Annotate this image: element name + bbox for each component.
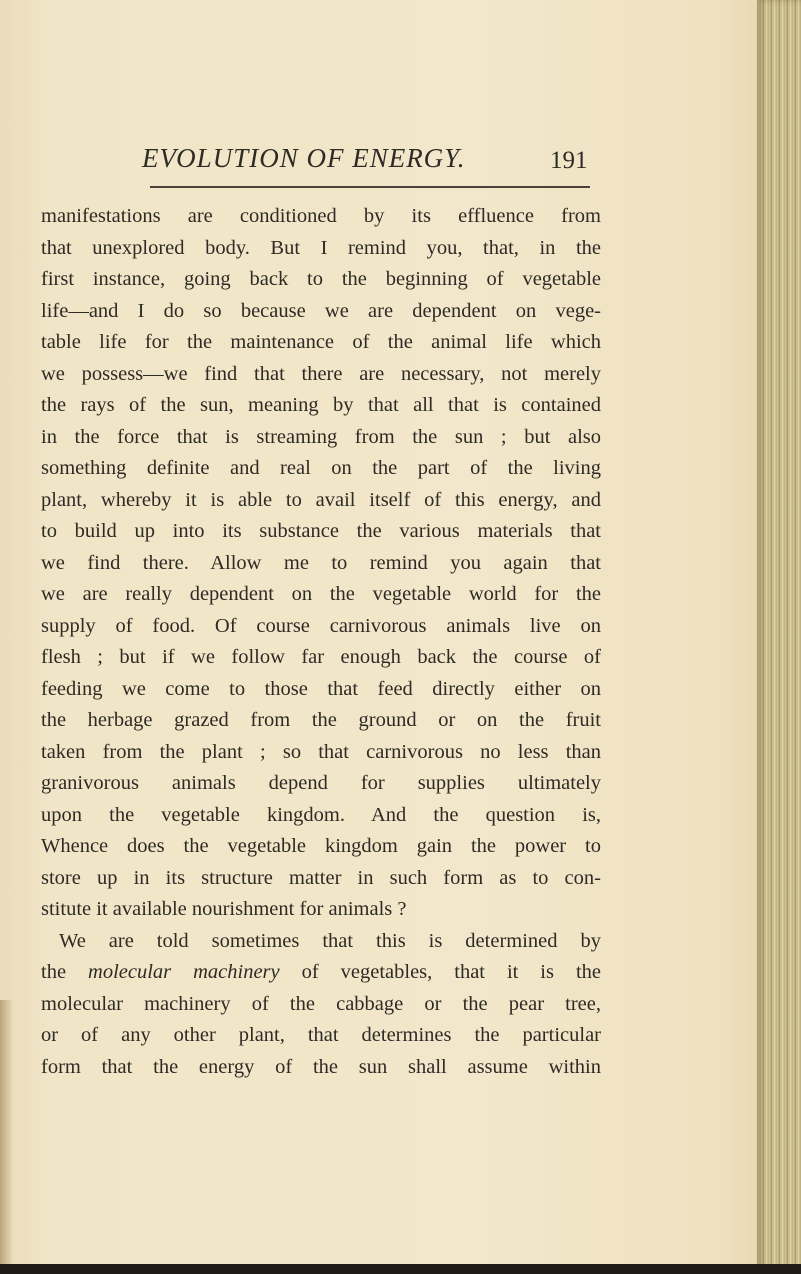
text-line: taken from the plant ; so that carnivorous no less than xyxy=(41,740,601,763)
text-line-paragraph-end: stitute it available nourishment for animals ? xyxy=(41,898,407,920)
text-line-with-italic: the molecular machinery of vegetables, that it is the xyxy=(41,961,601,983)
text-line: upon the vegetable kingdom. And the question is, xyxy=(41,803,601,826)
text-line: the rays of the sun, meaning by that all that is contained xyxy=(41,394,601,416)
page-header xyxy=(140,143,600,183)
running-title: EVOLUTION OF ENERGY. xyxy=(142,143,466,173)
text-line: that unexplored body. But I remind you, that, in the xyxy=(41,236,601,259)
text-line: or of any other plant, that determines the particular xyxy=(41,1024,601,1046)
text-line: form that the energy of the sun shall assume within xyxy=(41,1055,601,1078)
text-line: molecular machinery of the cabbage or the pear tree, xyxy=(41,992,601,1015)
text-line: plant, whereby it is able to avail itself of this energy, and xyxy=(41,488,601,511)
header-rule xyxy=(150,186,590,188)
text-line: feeding we come to those that feed directly either on xyxy=(41,677,601,700)
left-binding-shadow xyxy=(0,1000,12,1274)
text-line: manifestations are conditioned by its effluence from xyxy=(41,205,601,227)
text-line: granivorous animals depend for supplies ultimately xyxy=(41,772,601,794)
text-line: flesh ; but if we follow far enough back the course of xyxy=(41,646,601,668)
text-line: we find there. Allow me to remind you again that xyxy=(41,551,601,574)
text-line: supply of food. Of course carnivorous animals live on xyxy=(41,614,601,637)
page-edge-stack xyxy=(757,0,801,1274)
text-line: first instance, going back to the beginning of vegetable xyxy=(41,268,601,290)
text-line: the herbage grazed from the ground or on the fruit xyxy=(41,709,601,731)
text-line: table life for the maintenance of the animal life which xyxy=(41,331,601,353)
page-number: 191 xyxy=(550,147,588,174)
text-line: Whence does the vegetable kingdom gain the power to xyxy=(41,835,601,857)
body-text xyxy=(41,201,601,1083)
text-line: we possess—we find that there are necessary, not merely xyxy=(41,362,601,385)
text-line: something definite and real on the part of the living xyxy=(41,457,601,479)
text-line-paragraph-start: We are told sometimes that this is determined by xyxy=(59,929,601,952)
text-line: store up in its structure matter in such form as to con- xyxy=(41,866,601,889)
bottom-shadow-band xyxy=(0,1264,801,1274)
text-line: to build up into its substance the various materials that xyxy=(41,520,601,542)
text-line: life—and I do so because we are dependent on vege- xyxy=(41,299,601,322)
text-line: in the force that is streaming from the sun ; but also xyxy=(41,425,601,448)
italic-phrase: molecular machinery xyxy=(88,961,280,983)
text-line: we are really dependent on the vegetable world for the xyxy=(41,583,601,605)
